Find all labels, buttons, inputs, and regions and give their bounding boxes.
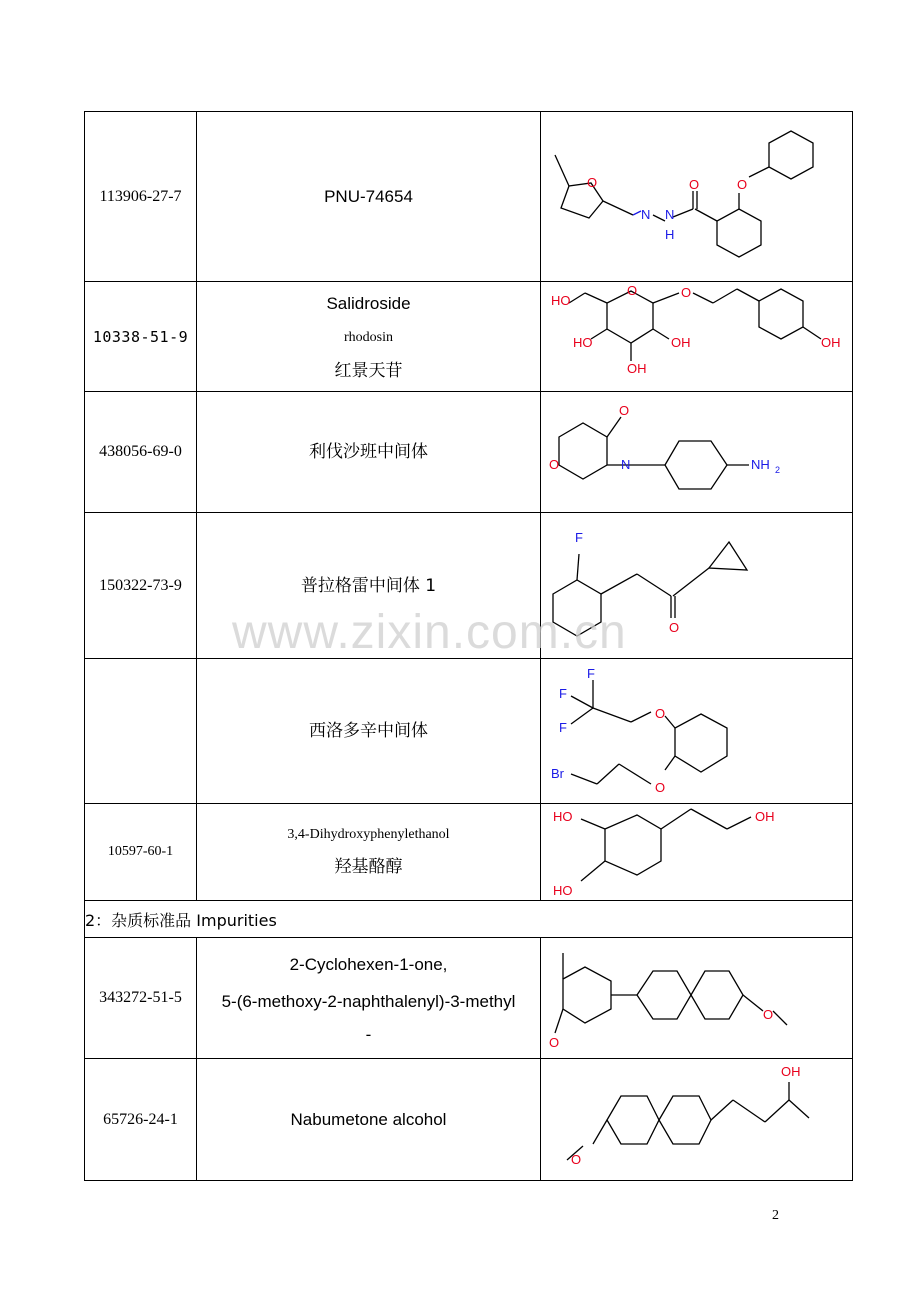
structure-pnu74654 bbox=[541, 113, 851, 281]
table-row bbox=[85, 938, 853, 1059]
atom-label: HO bbox=[551, 292, 571, 308]
atom-label: O bbox=[549, 456, 560, 472]
section-heading: 2：杂质标准品 Impurities bbox=[85, 901, 853, 938]
structure-cell bbox=[541, 282, 853, 392]
section-row bbox=[85, 901, 853, 938]
cas-number bbox=[85, 659, 197, 804]
structure-cell bbox=[541, 513, 853, 659]
atom-label: O bbox=[669, 619, 680, 635]
watermark: www.zixin.com.cn bbox=[232, 606, 627, 659]
structure-cell bbox=[541, 1059, 853, 1181]
atom-label: H bbox=[665, 226, 675, 242]
name-line: - bbox=[365, 1025, 372, 1044]
atom-label: HO bbox=[573, 334, 593, 350]
atom-label: OH bbox=[671, 334, 691, 350]
atom-label: O bbox=[737, 176, 748, 192]
atom-label: OH bbox=[627, 360, 647, 376]
cas-number: 113906-27-7 bbox=[85, 112, 197, 282]
atom-label: OH bbox=[781, 1063, 801, 1079]
name-line: Nabumetone alcohol bbox=[290, 1109, 447, 1129]
table-row bbox=[85, 1059, 853, 1181]
table-row bbox=[85, 659, 853, 804]
atom-label: F bbox=[559, 719, 567, 735]
structure-hydroxytyrosol bbox=[541, 805, 851, 900]
name-line: PNU-74654 bbox=[324, 186, 413, 206]
structure-cyclohexenone-impurity bbox=[541, 939, 851, 1058]
compound-name bbox=[197, 513, 541, 659]
structure-salidroside bbox=[541, 283, 851, 391]
atom-label: HO bbox=[553, 882, 573, 898]
compound-name bbox=[197, 112, 541, 282]
table-row bbox=[85, 513, 853, 659]
atom-label: O bbox=[681, 284, 692, 300]
compound-name bbox=[197, 392, 541, 513]
atom-label: O bbox=[549, 1034, 560, 1050]
cas-number: 10597-60-1 bbox=[85, 804, 197, 901]
cas-number: 343272-51-5 bbox=[85, 938, 197, 1059]
compound-name bbox=[197, 938, 541, 1059]
atom-label: N bbox=[641, 206, 651, 222]
page-number: 2 bbox=[772, 1208, 779, 1223]
table-row bbox=[85, 392, 853, 513]
atom-label: OH bbox=[821, 334, 841, 350]
cas-number: 65726-24-1 bbox=[85, 1059, 197, 1181]
cas-number: 438056-69-0 bbox=[85, 392, 197, 513]
atom-label: N bbox=[621, 456, 631, 472]
name-line: 西洛多辛中间体 bbox=[309, 721, 428, 741]
atom-label: O bbox=[689, 176, 700, 192]
name-line: rhodosin bbox=[344, 329, 393, 345]
structure-cell bbox=[541, 938, 853, 1059]
cas-number: 150322-73-9 bbox=[85, 513, 197, 659]
atom-label: O bbox=[627, 282, 638, 298]
name-line: 红景天苷 bbox=[334, 360, 403, 381]
name-line: 5-(6-methoxy-2-naphthalenyl)-3-methyl bbox=[221, 992, 516, 1011]
structure-cell bbox=[541, 804, 853, 901]
compound-name bbox=[197, 804, 541, 901]
cas-number: 10338-51-9 bbox=[85, 282, 197, 392]
table-row bbox=[85, 112, 853, 282]
atom-label: F bbox=[559, 685, 567, 701]
atom-label: O bbox=[655, 705, 666, 721]
atom-label: NH bbox=[751, 456, 770, 472]
atom-label: O bbox=[571, 1151, 582, 1167]
atom-label: 2 bbox=[775, 464, 781, 475]
structure-cell bbox=[541, 392, 853, 513]
structure-cell bbox=[541, 112, 853, 282]
atom-label: F bbox=[575, 529, 583, 545]
compound-name bbox=[197, 659, 541, 804]
structure-prasugrel-intermediate bbox=[541, 514, 851, 658]
atom-label: O bbox=[655, 779, 666, 795]
structure-silodosin-intermediate bbox=[541, 660, 851, 803]
name-line: 利伐沙班中间体 bbox=[309, 442, 428, 462]
compound-name bbox=[197, 282, 541, 392]
name-line: 普拉格雷中间体 1 bbox=[300, 575, 437, 596]
atom-label: OH bbox=[755, 808, 775, 824]
compound-name bbox=[197, 1059, 541, 1181]
atom-label: Br bbox=[551, 765, 564, 781]
table-row bbox=[85, 804, 853, 901]
table-row bbox=[85, 282, 853, 392]
name-line: 3,4-Dihydroxyphenylethanol bbox=[287, 827, 450, 842]
structure-rivaroxaban-intermediate bbox=[541, 393, 851, 512]
atom-label: HO bbox=[553, 808, 573, 824]
name-line: Salidroside bbox=[326, 293, 411, 313]
atom-label: O bbox=[619, 402, 630, 418]
atom-label: N bbox=[665, 206, 675, 222]
atom-label: O bbox=[763, 1006, 774, 1022]
atom-label: O bbox=[587, 174, 598, 190]
name-line: 2-Cyclohexen-1-one, bbox=[289, 955, 448, 974]
structure-nabumetone-alcohol bbox=[541, 1060, 851, 1180]
compound-table bbox=[84, 111, 853, 1181]
structure-cell bbox=[541, 659, 853, 804]
atom-label: F bbox=[587, 665, 595, 681]
name-line: 羟基酪醇 bbox=[334, 857, 403, 877]
